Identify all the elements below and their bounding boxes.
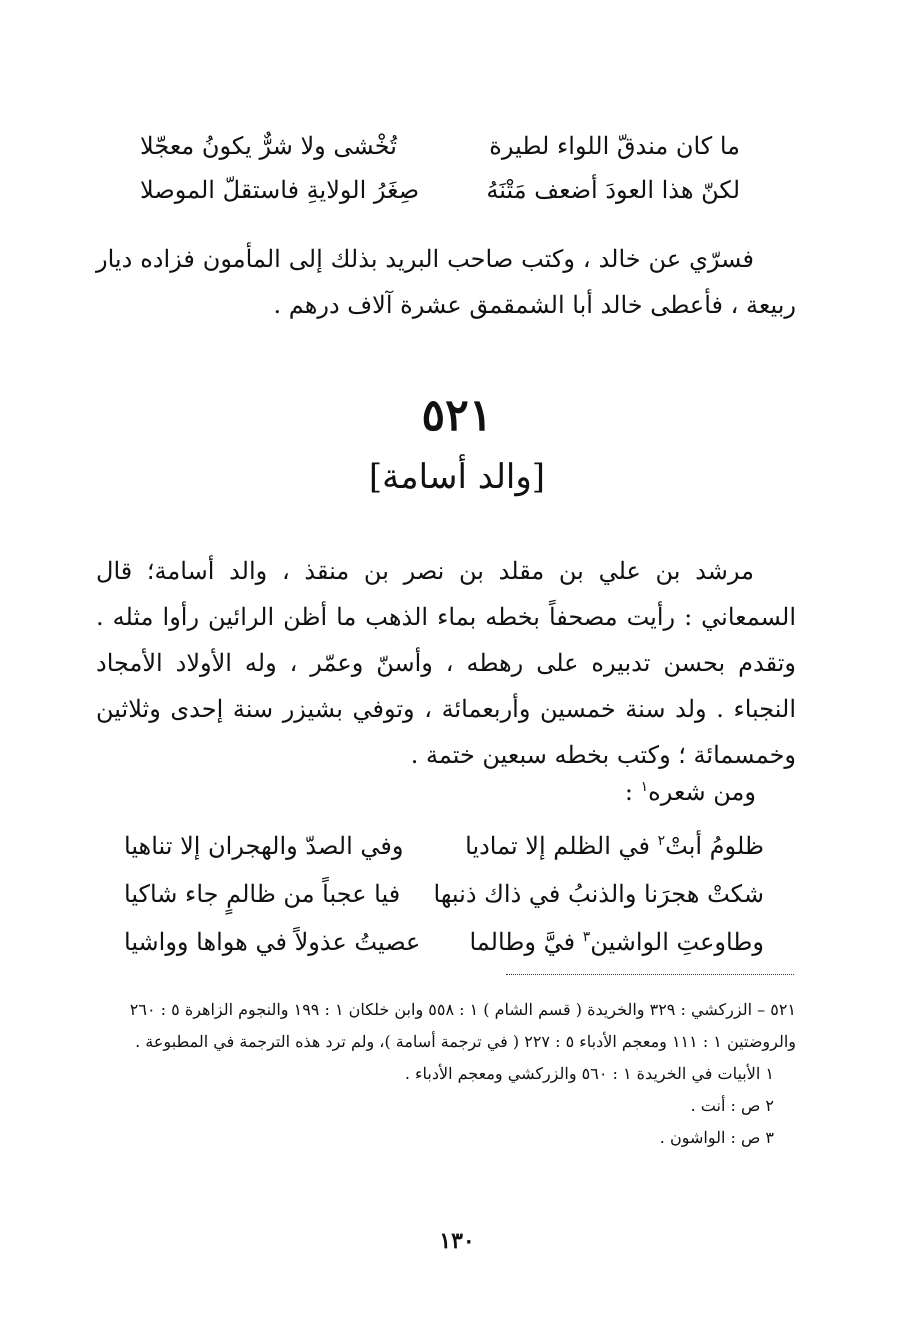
verse-first-hemistich: ما كان مندقّ اللواء لطيرة [489,132,740,160]
poem-verses [124,822,764,966]
verse-second-hemistich: صِغَرُ الولايةِ فاستقلّ الموصلا [140,176,420,204]
footnote-marker: ١ [640,779,649,795]
verse-line [124,822,764,870]
footnote-source: ٥٢١ – الزركشي : ٣٢٩ والخريدة ( قسم الشام ) ١ : ٥٥٨ وابن خلكان ١ : ١٩٩ والنجوم الزاهرة ٥ : ٢٦٠ والروضتين ١ : ١١١ ومعجم الأدباء ٥ : ٢٢٧ ( في ترجمة أسامة )، ولم ترد هذه الترجمة في المطبوعة . [129,1000,796,1051]
footnote-marker: ٣ [582,929,591,945]
top-verses [140,124,740,212]
verse-line [140,168,740,212]
hemistich-text: شكتْ هجرَنا والذنبُ في ذاك ذنبها [433,880,764,908]
footnotes [96,994,796,1154]
footnote-item: ١ الأبيات في الخريدة ١ : ٥٦٠ والزركشي ومعجم الأدباء . [404,1064,774,1083]
verse-line [124,918,764,966]
footnote-divider [506,974,794,975]
poem-intro-text: ومن شعره [648,778,756,806]
poem-intro-colon: : [624,778,641,806]
verse-first-hemistich: لكنّ هذا العودَ أضعف مَتْنَهُ [486,176,740,204]
top-paragraph [96,236,796,328]
verse-second-hemistich: وفي الصدّ والهجران إلا تناهيا [124,832,404,860]
verse-first-hemistich [465,822,764,870]
page-number: ١٣٠ [439,1228,475,1254]
footnote-item: ٢ ص : أنت . [690,1096,774,1115]
verse-second-hemistich: تُخْشى ولا شرٌّ يكونُ معجّلا [140,132,397,160]
verse-first-hemistich [469,918,764,966]
hemistich-text: ظلومُ أبتْ [665,832,764,860]
verse-second-hemistich: عصيتُ عذولاً في هواها وواشيا [124,928,421,956]
paragraph-text: فسرّي عن خالد ، وكتب صاحب البريد بذلك إلى المأمون فزاده ديار ربيعة ، فأعطى خالد أبا الشمقمق عشرة آلاف درهم . [96,245,796,319]
footnote-item: ٣ ص : الواشون . [659,1128,774,1147]
entry-number: ٥٢١ [421,390,493,441]
verse-line [140,124,740,168]
hemistich-text: وطاوعتِ الواشين [590,928,764,956]
biography-paragraph [96,548,796,778]
verse-line [124,870,764,918]
hemistich-text: في الظلم إلا تماديا [465,832,658,860]
paragraph-text: مرشد بن علي بن مقلد بن نصر بن منقذ ، والد أسامة؛ قال السمعاني : رأيت مصحفاً بخطه بماء الذهب ما أظن الرائين رأوا مثله . وتقدم بحسن تدبيره على رهطه ، وأسنّ وعمّر ، وله الأولاد الأمجاد النجباء . ولد سنة خمسين وأربعمائة ، وتوفي بشيزر سنة إحدى وثلاثين وخمسمائة ؛ وكتب بخطه سبعين ختمة . [96,557,797,769]
verse-second-hemistich: فيا عجباً من ظالمٍ جاء شاكيا [124,880,401,908]
entry-title: [والد أسامة] [368,457,546,497]
hemistich-text: فيَّ وطالما [469,928,583,956]
footnote-marker: ٢ [657,833,666,849]
verse-first-hemistich [434,870,764,918]
poem-intro [625,770,756,814]
